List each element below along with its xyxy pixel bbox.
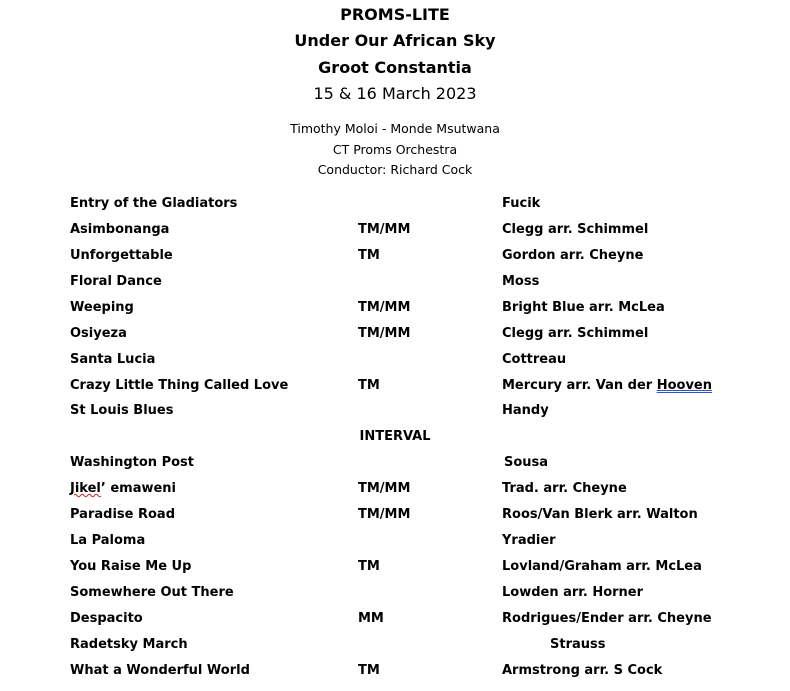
piece-composer: Moss [502,274,540,289]
piece-composer: Roos/Van Blerk arr. Walton [502,507,698,522]
title-text: ’ emaweni [100,481,177,496]
programme-row [0,507,790,527]
piece-soloist: TM/MM [358,326,411,341]
performance-dates: 15 & 16 March 2023 [313,84,477,103]
piece-composer: Gordon arr. Cheyne [502,248,644,263]
piece-soloist: TM/MM [358,222,411,237]
programme-row [0,611,790,631]
programme-row [0,637,790,657]
piece-soloist: MM [358,611,384,626]
piece-soloist: TM/MM [358,481,411,496]
venue: Groot Constantia [318,58,472,77]
programme-row [0,352,790,372]
programme-row [0,196,790,216]
piece-composer [502,378,712,393]
programme-row [0,274,790,294]
piece-title: Paradise Road [70,507,175,522]
piece-title [70,481,176,496]
piece-composer: Lowden arr. Horner [502,585,644,600]
piece-soloist: TM/MM [358,300,411,315]
programme-row [0,585,790,605]
interval-label: INTERVAL [359,429,431,444]
piece-soloist: TM [358,663,380,678]
piece-title: What a Wonderful World [70,663,250,678]
conductor: Conductor: Richard Cock [317,162,473,177]
piece-title: Somewhere Out There [70,585,234,600]
programme-row [0,222,790,242]
piece-composer: Yradier [502,533,556,548]
soloists: Timothy Moloi - Monde Msutwana [290,121,500,136]
piece-composer: Cottreau [502,352,567,367]
piece-composer: Rodrigues/Ender arr. Cheyne [502,611,712,626]
piece-title: La Paloma [70,533,146,548]
programme-row [0,533,790,553]
piece-title: Asimbonanga [70,222,170,237]
piece-title: Weeping [70,300,134,315]
programme-subtitle: Under Our African Sky [294,31,496,50]
programme-row [0,248,790,268]
piece-soloist: TM [358,248,380,263]
programme-row [0,300,790,320]
piece-composer: Armstrong arr. S Cock [502,663,663,678]
piece-composer: Fucik [502,196,541,211]
piece-composer: Trad. arr. Cheyne [502,481,627,496]
programme-row [0,326,790,346]
programme-row [0,663,790,683]
piece-title: Despacito [70,611,143,626]
orchestra: CT Proms Orchestra [332,142,458,157]
piece-composer: Sousa [504,455,549,470]
piece-composer: Lovland/Graham arr. McLea [502,559,702,574]
piece-title: Crazy Little Thing Called Love [70,378,289,393]
programme-row [0,378,790,398]
piece-composer: Clegg arr. Schimmel [502,326,649,341]
piece-composer: Clegg arr. Schimmel [502,222,649,237]
piece-title: Santa Lucia [70,352,156,367]
piece-composer: Strauss [550,637,606,652]
programme-row [0,403,790,423]
programme-title: PROMS-LITE [340,5,450,24]
piece-title: Osiyeza [70,326,127,341]
piece-composer: Handy [502,403,549,418]
grammar-flagged-word: Hooven [656,378,713,393]
piece-title: Washington Post [70,455,194,470]
spelling-flagged-word: Jikel [70,481,101,496]
programme-row [0,559,790,579]
piece-title: Entry of the Gladiators [70,196,238,211]
programme-row [0,455,790,475]
piece-title: You Raise Me Up [70,559,192,574]
piece-soloist: TM/MM [358,507,411,522]
piece-soloist: TM [358,559,380,574]
programme-row [0,481,790,501]
piece-title: St Louis Blues [70,403,174,418]
piece-soloist: TM [358,378,380,393]
piece-title: Floral Dance [70,274,162,289]
piece-title: Radetsky March [70,637,188,652]
piece-composer: Bright Blue arr. McLea [502,300,665,315]
piece-title: Unforgettable [70,248,173,263]
composer-text: Mercury arr. Van der [502,378,657,393]
